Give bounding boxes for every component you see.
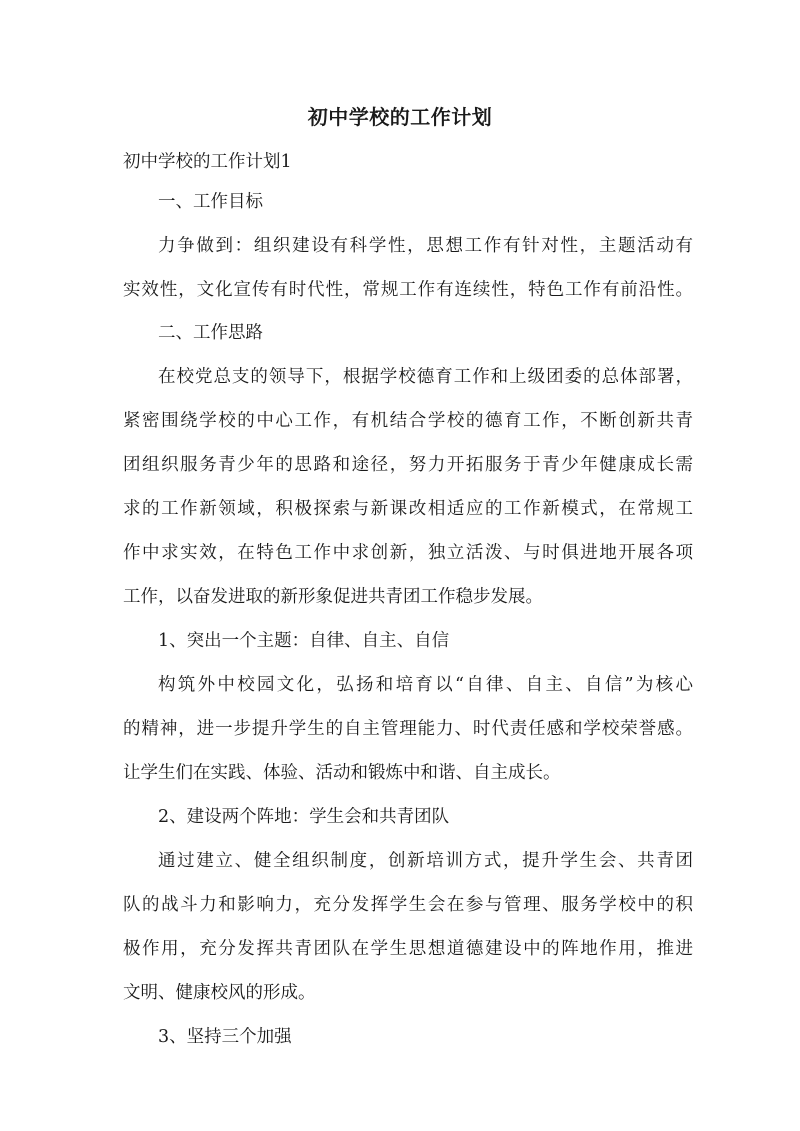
document-subtitle: 初中学校的工作计划1 xyxy=(123,152,292,172)
paragraph-line: 极作用，充分发挥共青团队在学生思想道德建设中的阵地作用，推进 xyxy=(123,939,693,959)
section-heading-goals: 一、工作目标 xyxy=(158,192,263,212)
paragraph-line: 通过建立、健全组织制度，创新培训方式，提升学生会、共青团 xyxy=(158,851,693,871)
subheading-positions: 2、建设两个阵地：学生会和共青团队 xyxy=(158,807,450,827)
paragraph-line: 在校党总支的领导下，根据学校德育工作和上级团委的总体部署， xyxy=(158,367,693,387)
subheading-strengthen: 3、坚持三个加强 xyxy=(158,1027,292,1047)
paragraph-line: 文明、健康校风的形成。 xyxy=(123,983,316,1003)
paragraph-line: 求的工作新领域，积极探索与新课改相适应的工作新模式，在常规工 xyxy=(123,499,693,519)
paragraph-line: 队的战斗力和影响力，充分发挥学生会在参与管理、服务学校中的积 xyxy=(123,895,693,915)
paragraph-line: 团组织服务青少年的思路和途径，努力开拓服务于青少年健康成长需 xyxy=(123,455,693,475)
subheading-theme: 1、突出一个主题：自律、自主、自信 xyxy=(158,631,450,651)
paragraph-line: 实效性，文化宣传有时代性，常规工作有连续性，特色工作有前沿性。 xyxy=(123,280,693,300)
paragraph-line: 让学生们在实践、体验、活动和锻炼中和谐、自主成长。 xyxy=(123,763,561,783)
paragraph-line: 的精神，进一步提升学生的自主管理能力、时代责任感和学校荣誉感。 xyxy=(123,719,693,739)
document-title: 初中学校的工作计划 xyxy=(307,105,493,129)
paragraph-line: 力争做到：组织建设有科学性，思想工作有针对性，主题活动有 xyxy=(158,236,693,256)
paragraph-line: 工作，以奋发进取的新形象促进共青团工作稳步发展。 xyxy=(123,587,543,607)
paragraph-line: 构筑外中校园文化，弘扬和培育以“自律、自主、自信”为核心 xyxy=(158,675,693,695)
paragraph-line: 作中求实效，在特色工作中求创新，独立活泼、与时俱进地开展各项 xyxy=(123,543,693,563)
paragraph-line: 紧密围绕学校的中心工作，有机结合学校的德育工作，不断创新共青 xyxy=(123,411,693,431)
section-heading-approach: 二、工作思路 xyxy=(158,323,263,343)
